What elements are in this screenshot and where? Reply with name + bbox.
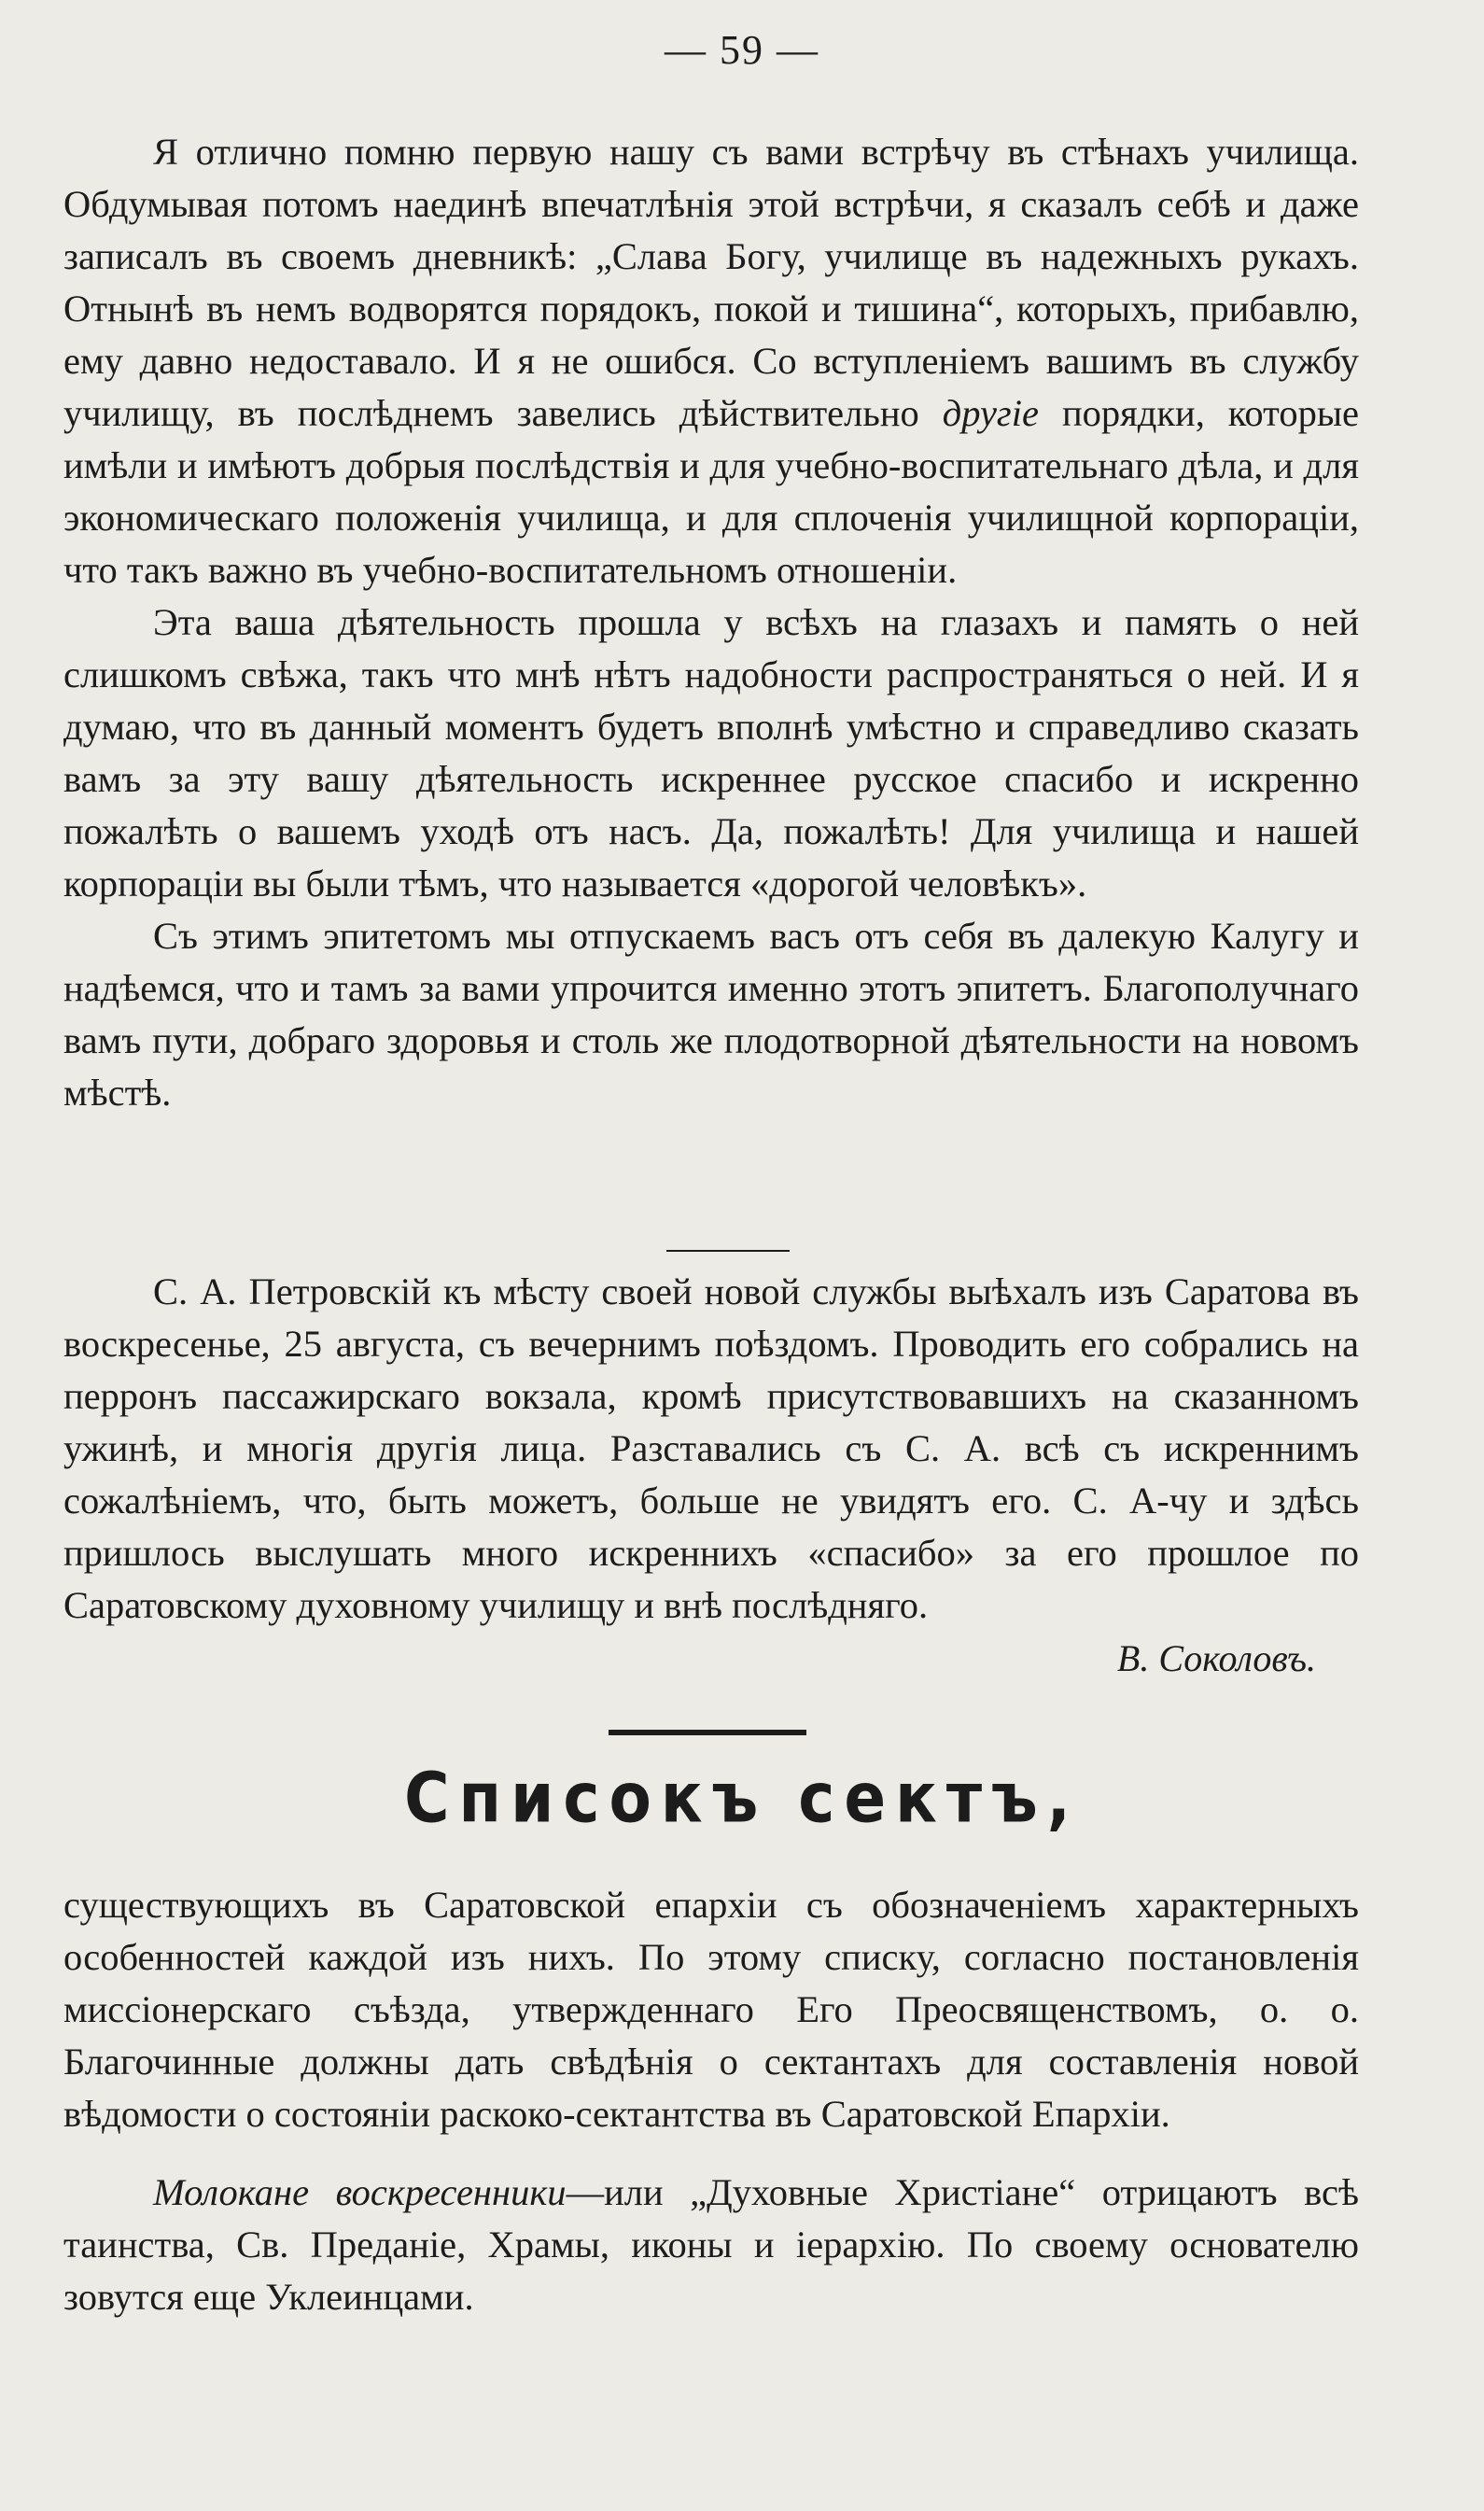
page-number: — 59 — (665, 27, 819, 73)
speech-paragraph-1-end: порядки, которые имѣли и имѣютъ добрыя послѣдствія и для учебно-воспитательнаго дѣла, и для экономическаго положенія училища, и для сплоченія училищной корпораціи, что такъ важно въ учебно-воспитательномъ отношеніи. (63, 392, 1359, 591)
sects-text (63, 1879, 1359, 2323)
speech-paragraph-1-text: Я отлично помню первую нашу съ вами встрѣчу въ стѣнахъ училища. Обдумывая потомъ наединѣ впечатлѣнія этой встрѣчи, я сказалъ себѣ и даже записалъ въ своемъ дневникѣ: „Слава Богу, училище въ надежныхъ рукахъ. Отнынѣ въ немъ водворятся порядокъ, покой и тишина“, которыхъ, прибавлю, ему давно недоставало. И я не ошибся. Со вступленіемъ вашимъ въ службу училищу, въ послѣднемъ завелись дѣйствительно (63, 131, 1359, 434)
departure-text (63, 1266, 1359, 1686)
molokane-entry (63, 2167, 1359, 2323)
speech-text (63, 126, 1359, 1119)
speech-paragraph-3: Съ этимъ эпитетомъ мы отпускаемъ васъ отъ себя въ далекую Калугу и надѣемся, что и тамъ за вами упрочится именно этотъ эпитетъ. Благополучнаго вамъ пути, добраго здоровья и столь же плодотворной дѣятельности на новомъ мѣстѣ. (63, 915, 1359, 1114)
molokane-term: Молокане воскресенники (153, 2171, 567, 2213)
molokane-description: —или „Духовные Христіане“ отрицаютъ всѣ таинства, Св. Преданіе, Храмы, иконы и іерархію. По своему основателю зовутся еще Уклеинцами. (63, 2171, 1359, 2318)
speech-paragraph-2: Эта ваша дѣятельность прошла у всѣхъ на глазахъ и память о ней слишкомъ свѣжа, такъ что мнѣ нѣтъ надобности распространяться о ней. И я думаю, что въ данный моментъ будетъ вполнѣ умѣстно и справедливо сказать вамъ за эту вашу дѣятельность искреннее русское спасибо и искренно пожалѣть о вашемъ уходѣ отъ насъ. Да, пожалѣть! Для училища и нашей корпораціи вы были тѣмъ, что называется «дорогой человѣкъ». (63, 601, 1359, 905)
section-heading: Списокъ сектъ, (404, 1758, 1080, 1839)
section-divider-long (609, 1730, 806, 1735)
italic-word: другіе (942, 392, 1039, 434)
signature: В. Соколовъ. (1116, 1637, 1316, 1679)
departure-paragraph: С. А. Петровскій къ мѣсту своей новой службы выѣхалъ изъ Саратова въ воскресенье, 25 августа, съ вечернимъ поѣздомъ. Проводить его собрались на перронъ пассажирскаго вокзала, кромѣ присутствовавшихъ на сказанномъ ужинѣ, и многія другія лица. Разставались съ С. А. всѣ съ искреннимъ сожалѣніемъ, что, быть можетъ, больше не увидятъ его. С. А-чу и здѣсь пришлось выслушать много искреннихъ «спасибо» за его прошлое по Саратовскому духовному училищу и внѣ послѣдняго. (63, 1270, 1359, 1626)
section-divider-short (666, 1250, 790, 1252)
speech-paragraph-1 (63, 126, 1359, 596)
sects-intro: существующихъ въ Саратовской епархіи съ обозначеніемъ характерныхъ особенностей каждой изъ нихъ. По этому списку, согласно постановленія миссіонерскаго съѣзда, утвержденнаго Его Преосвященствомъ, о. о. Благочинные должны дать свѣдѣнія о сектантахъ для составленія новой вѣдомости о состояніи раскоко-сектантства въ Саратовской Епархіи. (63, 1884, 1359, 2135)
